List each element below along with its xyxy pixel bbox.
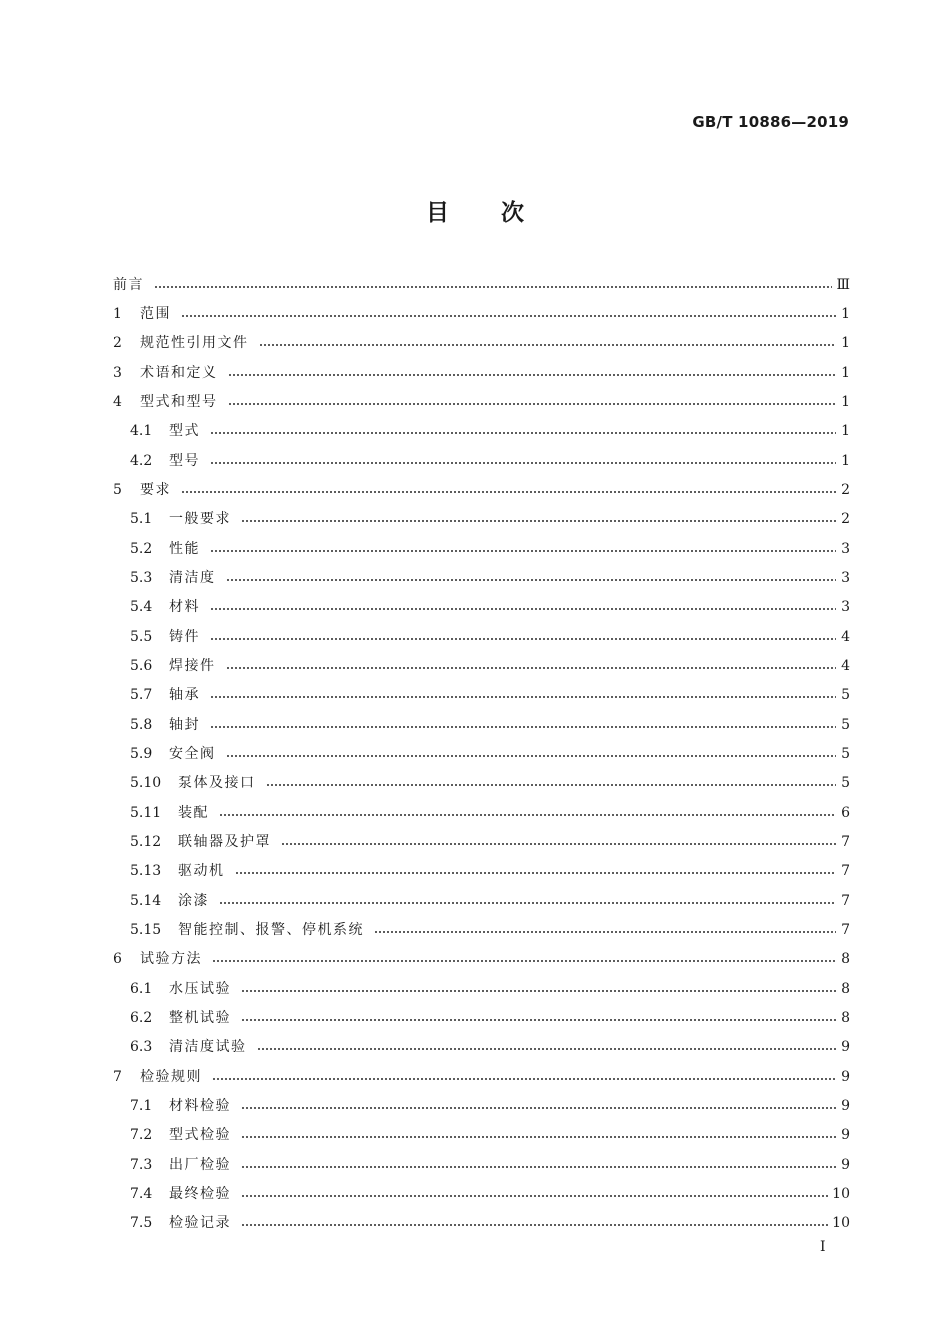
toc-dot-leader	[374, 931, 836, 933]
toc-entry-title: 水压试验	[169, 980, 231, 997]
toc-entry-number: 6.3	[130, 1039, 153, 1056]
toc-entry-page: 5	[841, 687, 850, 704]
toc-entry-page: 4	[841, 628, 850, 645]
toc-entry-title: 轴封	[169, 716, 200, 733]
toc-entry-page: 1	[841, 452, 850, 469]
toc-entry-title: 型式和型号	[140, 393, 218, 410]
toc-entry[interactable]	[113, 769, 850, 798]
toc-entry-page: 1	[841, 393, 850, 410]
toc-entry-title: 材料	[169, 599, 200, 616]
toc-entry-page: 7	[841, 921, 850, 938]
toc-entry-page: 3	[841, 540, 850, 557]
toc-entry-page: 9	[841, 1039, 850, 1056]
toc-entry-title: 检验规则	[140, 1068, 202, 1085]
toc-entry-number: 5.12	[130, 833, 162, 850]
toc-entry[interactable]	[113, 1179, 850, 1208]
toc-entry[interactable]	[113, 710, 850, 739]
toc-entry-page: 10	[832, 1185, 850, 1202]
toc-entry-title: 最终检验	[169, 1185, 231, 1202]
toc-dot-leader	[266, 784, 837, 786]
toc-dot-leader	[241, 1224, 828, 1226]
toc-entry[interactable]	[113, 329, 850, 358]
toc-dot-leader	[228, 374, 837, 376]
toc-entry[interactable]	[113, 945, 850, 974]
toc-dot-leader	[210, 432, 836, 434]
toc-entry-title: 范围	[140, 305, 171, 322]
toc-dot-leader	[226, 755, 837, 757]
toc-entry[interactable]	[113, 358, 850, 387]
toc-entry-number: 5.6	[130, 657, 153, 674]
toc-dot-leader	[241, 990, 836, 992]
toc-dot-leader	[219, 902, 836, 904]
toc-entry[interactable]	[113, 387, 850, 416]
toc-entry-number: 5.15	[130, 921, 162, 938]
toc-dot-leader	[241, 1166, 836, 1168]
toc-entry-page: 3	[841, 569, 850, 586]
toc-entry[interactable]	[113, 827, 850, 856]
toc-entry[interactable]	[113, 974, 850, 1003]
toc-entry[interactable]	[113, 593, 850, 622]
toc-entry-number: 5.2	[130, 540, 153, 557]
toc-entry[interactable]	[113, 475, 850, 504]
toc-entry-title: 泵体及接口	[178, 775, 256, 792]
toc-entry[interactable]	[113, 563, 850, 592]
toc-entry-title: 材料检验	[169, 1097, 231, 1114]
toc-entry[interactable]	[113, 1033, 850, 1062]
toc-dot-leader	[212, 960, 836, 962]
toc-entry[interactable]	[113, 915, 850, 944]
toc-entry-title: 智能控制、报警、停机系统	[178, 921, 364, 938]
toc-entry-number: 7.3	[130, 1156, 153, 1173]
toc-entry[interactable]	[113, 798, 850, 827]
toc-entry[interactable]	[113, 505, 850, 534]
toc-entry[interactable]	[113, 1209, 850, 1238]
toc-entry[interactable]	[113, 270, 850, 299]
toc-entry-page: 8	[841, 980, 850, 997]
toc-entry[interactable]	[113, 1121, 850, 1150]
toc-entry-title: 整机试验	[169, 1009, 231, 1026]
toc-entry-page: 8	[841, 951, 850, 968]
toc-entry-page: 5	[841, 775, 850, 792]
toc-dot-leader	[154, 286, 832, 288]
toc-dot-leader	[241, 1107, 836, 1109]
toc-entry-title: 涂漆	[178, 892, 209, 909]
toc-entry-number: 5	[113, 481, 122, 498]
toc-dot-leader	[241, 1195, 828, 1197]
toc-entry[interactable]	[113, 1150, 850, 1179]
toc-dot-leader	[210, 462, 836, 464]
toc-entry-title: 焊接件	[169, 657, 216, 674]
toc-entry-page: 9	[841, 1156, 850, 1173]
toc-dot-leader	[210, 726, 836, 728]
toc-entry-title: 试验方法	[140, 951, 202, 968]
toc-dot-leader	[210, 638, 836, 640]
toc-entry-number: 5.14	[130, 892, 162, 909]
toc-entry-number: 5.11	[130, 804, 162, 821]
toc-entry-number: 4	[113, 393, 122, 410]
toc-entry-title: 铸件	[169, 628, 200, 645]
toc-entry-number: 5.3	[130, 569, 153, 586]
toc-dot-leader	[241, 520, 836, 522]
toc-entry-number: 3	[113, 364, 122, 381]
toc-entry[interactable]	[113, 1003, 850, 1032]
toc-entry-page: 8	[841, 1009, 850, 1026]
toc-entry-page: 1	[841, 423, 850, 440]
toc-entry[interactable]	[113, 681, 850, 710]
toc-entry-page: 10	[832, 1215, 850, 1232]
toc-dot-leader	[226, 579, 837, 581]
toc-entry-title: 一般要求	[169, 511, 231, 528]
toc-entry-page: 6	[841, 804, 850, 821]
toc-entry[interactable]	[113, 622, 850, 651]
toc-entry-page: 1	[841, 335, 850, 352]
toc-entry-page: 2	[841, 511, 850, 528]
toc-entry-number: 7.4	[130, 1185, 153, 1202]
toc-entry-page: 5	[841, 745, 850, 762]
toc-entry-page: 9	[841, 1097, 850, 1114]
toc-entry-number: 5.10	[130, 775, 162, 792]
toc-entry-title: 要求	[140, 481, 171, 498]
toc-entry-page: 7	[841, 833, 850, 850]
toc-entry-number: 5.7	[130, 687, 153, 704]
toc-entry-number: 5.9	[130, 745, 153, 762]
toc-entry[interactable]	[113, 651, 850, 680]
toc-dot-leader	[235, 872, 837, 874]
toc-entry-page: 1	[841, 305, 850, 322]
toc-entry-page: Ⅲ	[836, 276, 850, 293]
toc-dot-leader	[219, 814, 836, 816]
toc-entry-page: 3	[841, 599, 850, 616]
toc-dot-leader	[181, 491, 836, 493]
toc-entry-number: 4.2	[130, 452, 153, 469]
toc-entry-title: 前言	[113, 276, 144, 293]
toc-dot-leader	[210, 696, 836, 698]
toc-entry-number: 7.5	[130, 1215, 153, 1232]
toc-entry[interactable]	[113, 417, 850, 446]
toc-entry[interactable]	[113, 534, 850, 563]
toc-dot-leader	[181, 315, 836, 317]
toc-entry-number: 7	[113, 1068, 122, 1085]
toc-entry-page: 1	[841, 364, 850, 381]
toc-entry[interactable]	[113, 886, 850, 915]
toc-dot-leader	[259, 344, 837, 346]
toc-dot-leader	[228, 403, 837, 405]
toc-dot-leader	[212, 1078, 836, 1080]
toc-entry-title: 装配	[178, 804, 209, 821]
table-of-contents	[113, 270, 850, 1238]
toc-entry-title: 清洁度试验	[169, 1039, 247, 1056]
toc-entry-title: 联轴器及护罩	[178, 833, 271, 850]
toc-dot-leader	[210, 608, 836, 610]
toc-entry-title: 型式检验	[169, 1127, 231, 1144]
toc-entry-number: 2	[113, 335, 122, 352]
toc-entry-title: 性能	[169, 540, 200, 557]
toc-entry-page: 2	[841, 481, 850, 498]
toc-entry-number: 6	[113, 951, 122, 968]
toc-entry-title: 型式	[169, 423, 200, 440]
toc-dot-leader	[257, 1048, 837, 1050]
toc-entry-number: 5.4	[130, 599, 153, 616]
toc-dot-leader	[241, 1136, 836, 1138]
toc-entry-title: 安全阀	[169, 745, 216, 762]
toc-entry-number: 4.1	[130, 423, 153, 440]
toc-entry-page: 9	[841, 1127, 850, 1144]
toc-dot-leader	[281, 843, 836, 845]
toc-entry[interactable]	[113, 857, 850, 886]
toc-dot-leader	[226, 667, 837, 669]
toc-entry-number: 5.5	[130, 628, 153, 645]
toc-entry-number: 6.2	[130, 1009, 153, 1026]
toc-entry-number: 7.2	[130, 1127, 153, 1144]
toc-entry-page: 7	[841, 892, 850, 909]
toc-entry-title: 轴承	[169, 687, 200, 704]
toc-entry[interactable]	[113, 299, 850, 328]
toc-entry-number: 7.1	[130, 1097, 153, 1114]
toc-entry[interactable]	[113, 1091, 850, 1120]
toc-dot-leader	[241, 1019, 836, 1021]
toc-entry[interactable]	[113, 446, 850, 475]
toc-entry-page: 7	[841, 863, 850, 880]
toc-entry-page: 5	[841, 716, 850, 733]
toc-entry-title: 术语和定义	[140, 364, 218, 381]
toc-entry-number: 6.1	[130, 980, 153, 997]
toc-entry[interactable]	[113, 1062, 850, 1091]
toc-entry-page: 9	[841, 1068, 850, 1085]
toc-entry-number: 5.13	[130, 863, 162, 880]
toc-entry-title: 检验记录	[169, 1215, 231, 1232]
toc-entry[interactable]	[113, 739, 850, 768]
standard-code: GB/T 10886—2019	[692, 113, 849, 131]
page-number: I	[820, 1239, 826, 1255]
toc-entry-title: 驱动机	[178, 863, 225, 880]
toc-entry-page: 4	[841, 657, 850, 674]
toc-entry-number: 1	[113, 305, 122, 322]
toc-entry-number: 5.8	[130, 716, 153, 733]
toc-entry-title: 清洁度	[169, 569, 216, 586]
toc-dot-leader	[210, 550, 836, 552]
toc-entry-title: 出厂检验	[169, 1156, 231, 1173]
toc-entry-title: 型号	[169, 452, 200, 469]
page-title: 目次	[426, 200, 576, 226]
toc-entry-number: 5.1	[130, 511, 153, 528]
toc-entry-title: 规范性引用文件	[140, 335, 249, 352]
